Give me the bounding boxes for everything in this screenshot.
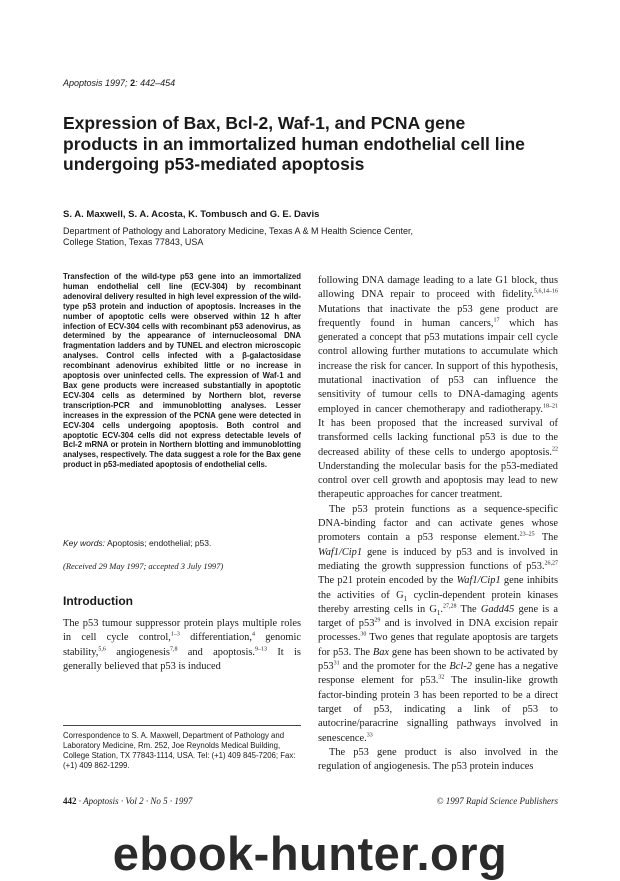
author-list: S. A. Maxwell, S. A. Acosta, K. Tombusch and G. E. Davis <box>63 209 320 220</box>
footer-journal: · Apoptosis · Vol 2 · No 5 · 1997 <box>76 796 193 806</box>
journal-volume: 2 <box>130 78 136 88</box>
journal-citation <box>63 78 175 88</box>
body-paragraph-2: The p53 protein functions as a sequence-specific DNA-binding factor and can activate genes whose promoters contain a p53 response element.$^{23-25}$ The Waf1/Cip1 gene is induced by p53 and is involved in mediating the growth suppression functions of p53.$^{26,27}$ The p21 protein encoded by the Waf1/Cip1 gene inhibits the activities of $G_1$ cyclin-dependent protein kinases thereby arresting cells in $G_1.^{27,28}$ The Gadd45 gene is a target of $p53^{29}$ and is involved in DNA excision repair processes.$^{30}$ Two genes that regulate apoptosis are targets for p53. The Bax gene has been shown to be activated by $p53^{31}$ and the promoter for the Bcl-2 gene has a negative response element for p53.32 The insulin-like growth factor-binding protein 3 has been reported to be a direct target of p53, indicating a link of p53 to autocrine/paracrine signalling pathways involved in senescence.$^{33}$ <box>318 503 559 744</box>
keywords-label: Key words: <box>63 538 106 548</box>
copyright: © 1997 Rapid Science Publishers <box>436 796 558 806</box>
right-column <box>318 274 558 774</box>
journal-name: Apoptosis 1997; <box>63 78 128 88</box>
footnote-divider <box>63 725 301 726</box>
body-paragraph-1: following DNA damage leading to a late G1 block, thus allowing DNA repair to proceed with fidelity.$^{5,6,14-16}$ Mutations that inactivate the p53 gene product are frequently found in human cancers,$^{17}$ which has generated a concept that p53 mutations impair cell cycle control allowing further mutations to accumulate which increase the risk for cancer. In support of this hypothesis, mutational inactivation of p53 can influence the sensitivity of tumour cells to DNA-damaging agents employed in cancer chemotherapy and radiotherapy.$^{18-21}$ It has been proposed that the increased survival of transformed cells lacking functional p53 is due to the decreased ability of these cells to undergo apoptosis.$^{22}$ Understanding the molecular basis for the p53-mediated control over cell growth and apoptosis may lead to new therapeutic approaches for cancer treatment. <box>318 275 558 501</box>
watermark: ebook-hunter.org <box>112 827 508 880</box>
section-heading-introduction: Introduction <box>63 594 133 608</box>
abstract: Transfection of the wild-type p53 gene into an immortalized human endothelial cell line (ECV-304) by recombinant adenoviral delivery resulted in high level expression of the wild-type p53 protein and induction of apoptosis. Increases in the number of apoptotic cells were observed within 12 h after infection of ECV-304 cells with recombinant p53 adenovirus, as determined by the appearance of internucleosomal DNA fragmentation ladders and by TUNEL and electron microscopic analyses. Control cells infected with a β-galactosidase recombinant adenovirus exhibited little or no increase in apoptosis over uninfected cells. The expression of Waf-1 and Bax gene products were increased substantially in apoptotic ECV-304 cells as determined by Northern blot, reverse transcription-PCR and immunoblotting analyses. Lesser increases in the expression of the PCNA gene were detected in ECV-304 cells undergoing apoptosis. Both control and apoptotic ECV-304 cells did not express detectable levels of Bcl-2 mRNA or protein in Northern blotting and immunoblotting analyses, respectively. The data suggest a role for the Bax gene product in p53-mediated apoptosis of endothelial cells. <box>63 272 301 470</box>
body-paragraph-3: The p53 gene product is also involved in the regulation of angiogenesis. The p53 protein induces <box>318 746 558 773</box>
article-title: Expression of Bax, Bcl-2, Waf-1, and PCNA gene products in an immortalized human endothelial cell line undergoing p53-mediated apoptosis <box>63 113 525 174</box>
page-footer-left <box>63 796 192 806</box>
received-dates: (Received 29 May 1997; accepted 3 July 1997) <box>63 561 224 571</box>
affiliation: Department of Pathology and Laboratory Medicine, Texas A & M Health Science Center, College Station, Texas 77843, USA <box>63 226 414 247</box>
introduction-paragraph: The p53 tumour suppressor protein plays multiple roles in cell cycle control,$^{1-3}$ differentiation,$^4$ genomic stability,$^{5,6}$ angiogenesis$^{7,8}$ and apoptosis.$^{9-13}$ It is generally believed that p53 is induced <box>63 618 301 672</box>
keywords-list: Apoptosis; endothelial; p53. <box>106 538 212 548</box>
journal-pages: : 442–454 <box>135 78 176 88</box>
correspondence-footnote: Correspondence to S. A. Maxwell, Department of Pathology and Laboratory Medicine, Rm. 252, Joe Reynolds Medical Building, College Station, TX 77843-1114, USA. Tel: (+1) 409 845-7206; Fax: (+1) 409 862-1299. <box>63 731 296 770</box>
page-number: 442 <box>63 796 77 806</box>
keywords <box>63 538 301 548</box>
